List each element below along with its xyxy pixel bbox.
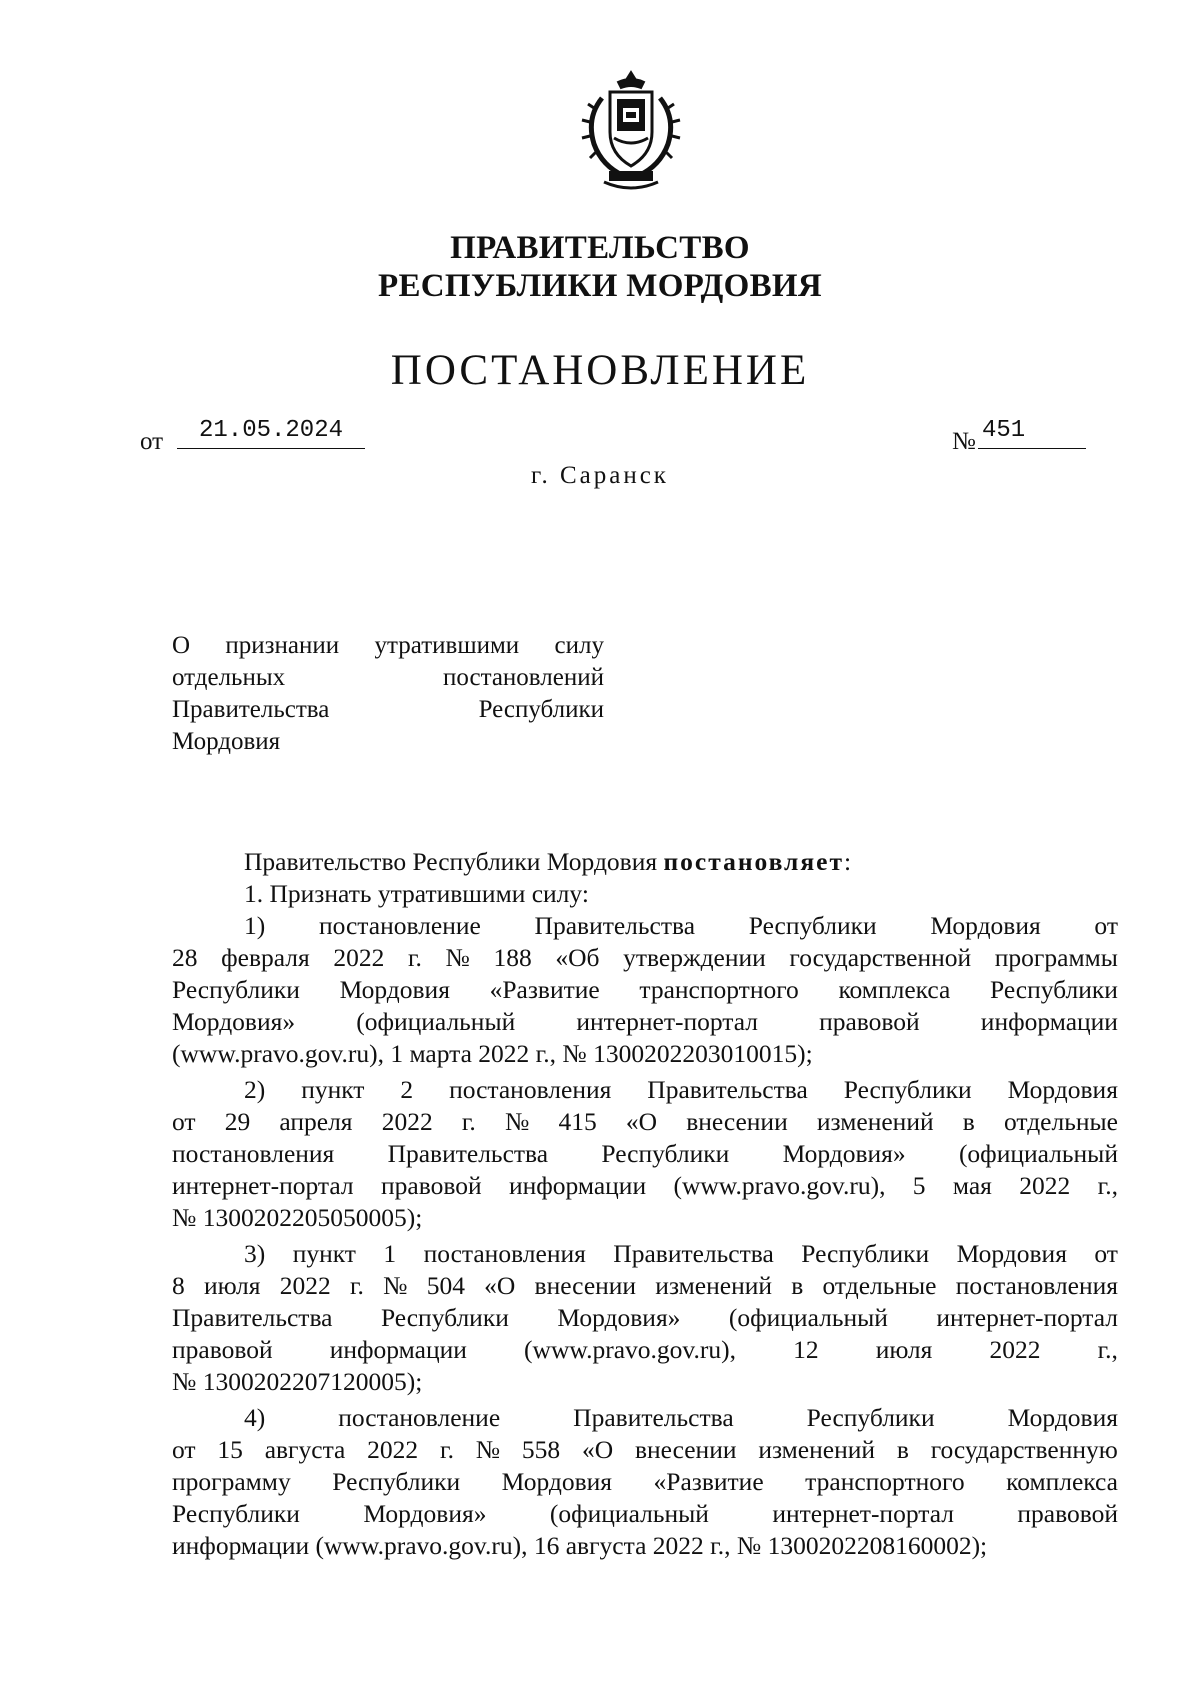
item-1-line: Республики Мордовия «Развитие транспортного комплекса Республики	[172, 975, 1118, 1004]
point-1-heading: 1. Признать утратившими силу:	[244, 879, 589, 908]
preamble	[172, 846, 1118, 910]
item-4-line: 4) постановление Правительства Республики Мордовия	[244, 1403, 1118, 1432]
number-label: №	[952, 428, 976, 455]
item-1-line: Мордовия» (официальный интернет-портал правовой информации	[172, 1007, 1118, 1036]
document-subject	[172, 630, 604, 758]
item-2-line: постановления Правительства Республики Мордовия» (официальный	[172, 1139, 1118, 1168]
item-3-line: № 1300202207120005);	[172, 1367, 423, 1396]
subject-line: Мордовия	[172, 728, 281, 755]
document-number: 451	[978, 414, 1086, 449]
preamble-line: Правительство Республики Мордовия постановляет :	[244, 847, 852, 876]
coat-of-arms-icon	[574, 68, 688, 192]
preamble-text: Правительство Республики Мордовия	[244, 847, 658, 876]
item-3-line: 3) пункт 1 постановления Правительства Республики Мордовия от	[244, 1239, 1118, 1268]
date-label: от	[140, 428, 164, 455]
item-1	[172, 910, 1118, 1070]
item-4	[172, 1402, 1118, 1562]
item-3-line: 8 июля 2022 г. № 504 «О внесении изменений в отдельные постановления	[172, 1271, 1118, 1300]
item-4-line: Республики Мордовия» (официальный интернет-портал правовой	[172, 1499, 1118, 1528]
government-title-line2: РЕСПУБЛИКИ МОРДОВИЯ	[377, 268, 822, 304]
item-1-line: 28 февраля 2022 г. № 188 «Об утверждении государственной программы	[172, 943, 1118, 972]
item-3-line: Правительства Республики Мордовия» (официальный интернет-портал	[172, 1303, 1118, 1332]
item-1-line: (www.pravo.gov.ru), 1 марта 2022 г., № 1300202203010015);	[172, 1039, 813, 1068]
item-2-line: № 1300202205050005);	[172, 1203, 423, 1232]
item-2-line: от 29 апреля 2022 г. № 415 «О внесении изменений в отдельные	[172, 1107, 1118, 1136]
item-2	[172, 1074, 1118, 1234]
subject-line: Правительства Республики	[172, 696, 604, 723]
item-2-line: 2) пункт 2 постановления Правительства Республики Мордовия	[244, 1075, 1118, 1104]
item-4-line: от 15 августа 2022 г. № 558 «О внесении изменений в государственную	[172, 1435, 1118, 1464]
item-2-line: интернет-портал правовой информации (www.pravo.gov.ru), 5 мая 2022 г.,	[172, 1171, 1118, 1200]
preamble-verb: постановляет	[663, 847, 845, 876]
document-type: ПОСТАНОВЛЕНИЕ	[390, 347, 810, 394]
item-3-line: правовой информации (www.pravo.gov.ru), 12 июля 2022 г.,	[172, 1335, 1118, 1364]
government-title-line1: ПРАВИТЕЛЬСТВО	[450, 230, 750, 266]
item-4-line: информации (www.pravo.gov.ru), 16 августа 2022 г., № 1300202208160002);	[172, 1531, 988, 1560]
subject-line: О признании утратившими силу	[172, 632, 604, 659]
item-1-line: 1) постановление Правительства Республики Мордовия от	[244, 911, 1118, 940]
document-date: 21.05.2024	[177, 414, 365, 449]
subject-line: отдельных постановлений	[172, 664, 604, 691]
city: г. Саранск	[531, 462, 669, 489]
item-3	[172, 1238, 1118, 1398]
date-number-line	[140, 414, 1060, 454]
item-4-line: программу Республики Мордовия «Развитие транспортного комплекса	[172, 1467, 1118, 1496]
